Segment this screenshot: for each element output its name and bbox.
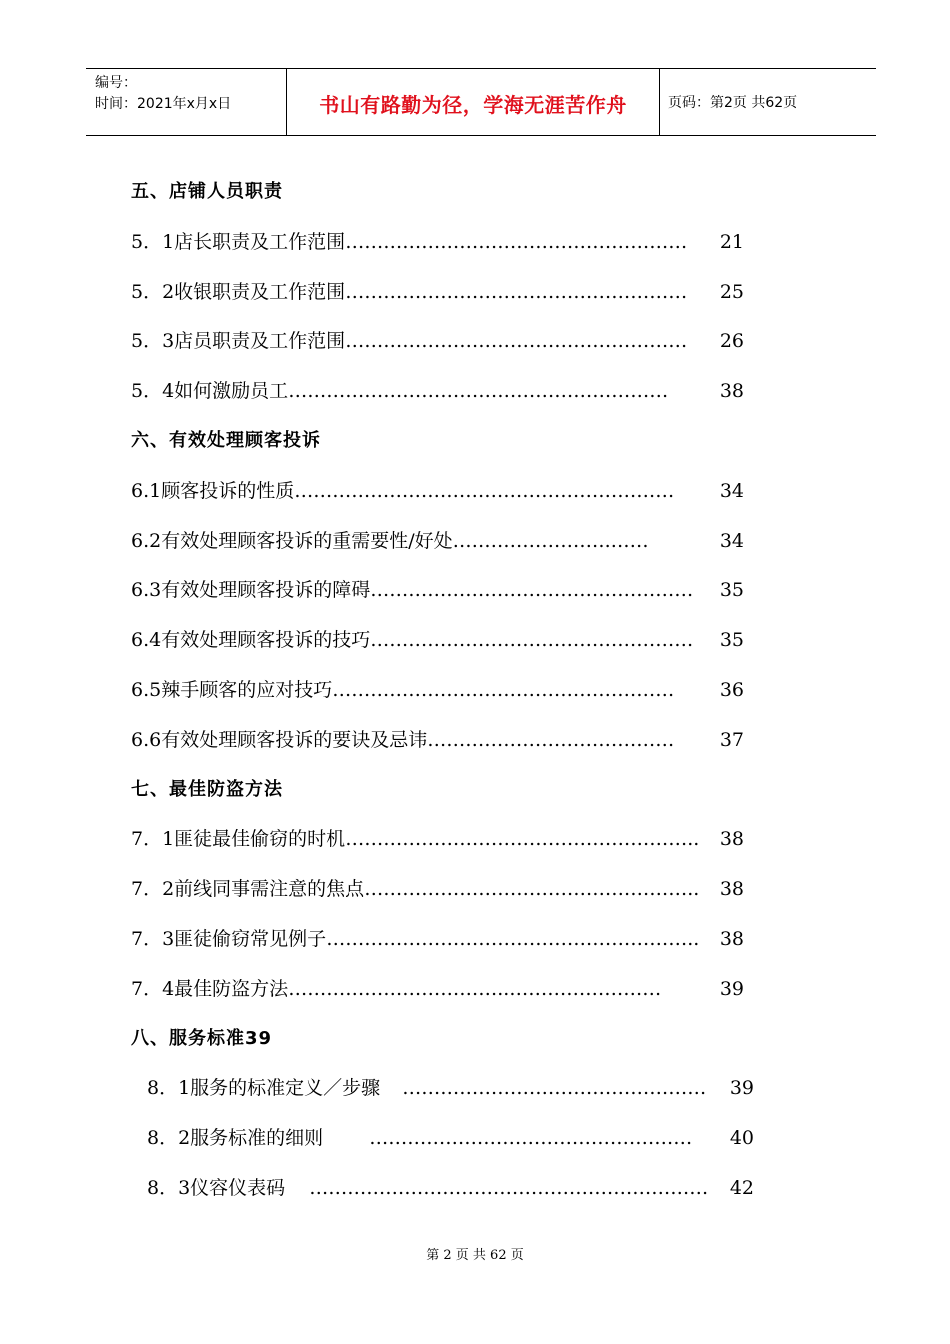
toc-entry-title: 8．1服务的标准定义／步骤 [147, 1077, 381, 1099]
toc-entry-page-number: 37 [719, 729, 744, 751]
toc-entry-leader-dots: ……………………………………………….. [345, 828, 700, 850]
toc-heading-text: 八、服务标准39 [131, 1028, 273, 1049]
toc-entry-leader-dots: …………………………………………………… [294, 480, 675, 502]
toc-entry [131, 675, 744, 705]
toc-entry [131, 326, 744, 356]
header-motto: 书山有路勤为径，学海无涯苦作舟 [319, 93, 627, 117]
toc-entry-title: 5．1店长职责及工作范围 [131, 231, 346, 253]
toc-heading-text: 六、有效处理顾客投诉 [131, 430, 321, 451]
toc-entry [147, 1123, 754, 1153]
toc-heading [131, 775, 283, 805]
toc-entry [131, 924, 744, 954]
toc-entry-leader-dots: …………………………………………….. [364, 878, 700, 900]
toc-entry [131, 526, 744, 556]
header-info-cell [86, 69, 287, 135]
toc-entry-leader-dots: ……………………………………………………… [309, 1177, 709, 1199]
toc-entry-leader-dots: ………………………………… [427, 729, 675, 751]
toc-entry-leader-dots: …………………………………………………… [288, 380, 669, 402]
toc-entry-title: 6.1顾客投诉的性质 [131, 480, 295, 502]
toc-entry [131, 625, 744, 655]
toc-entry-page-number: 38 [719, 928, 744, 950]
page-footer [0, 1244, 950, 1263]
page-header [86, 68, 876, 136]
toc-entry-page-number: 38 [719, 878, 744, 900]
toc-entry-page-number: 39 [729, 1077, 754, 1099]
toc-entry-title: 6.5辣手顾客的应对技巧 [131, 679, 333, 701]
header-page-cell [660, 69, 876, 135]
toc-entry-title: 8．2服务标准的细则 [147, 1127, 324, 1149]
toc-heading-text: 七、最佳防盗方法 [131, 779, 283, 800]
toc-entry-page-number: 40 [729, 1127, 754, 1149]
toc-entry-title: 7．3匪徒偷窃常见例子 [131, 928, 327, 950]
toc-entry-leader-dots: ……………………………………………… [345, 330, 688, 352]
toc-entry-page-number: 38 [719, 380, 744, 402]
toc-entry-title: 6.6有效处理顾客投诉的要诀及忌讳 [131, 729, 428, 751]
toc-entry-leader-dots: …………………………………………… [370, 579, 694, 601]
toc-entry-title: 5．3店员职责及工作范围 [131, 330, 346, 352]
toc-entry-leader-dots: …………………………………………… [370, 629, 694, 651]
header-number-label: 编号： [95, 75, 137, 91]
toc-entry [147, 1073, 754, 1103]
toc-entry-page-number: 39 [719, 978, 744, 1000]
toc-entry-leader-dots: ………………………………………………….. [326, 928, 700, 950]
toc-entry-leader-dots: …………………………………………… [369, 1127, 693, 1149]
toc-entry-page-number: 35 [719, 579, 744, 601]
header-page-label: 页码：第2页 共62页 [668, 95, 798, 111]
toc-entry-leader-dots: ……………………………………………… [332, 679, 675, 701]
toc-entry-title: 7．4最佳防盗方法 [131, 978, 289, 1000]
toc-entry-page-number: 26 [719, 330, 744, 352]
toc-entry [131, 476, 744, 506]
toc-entry-page-number: 35 [719, 629, 744, 651]
toc-entry [131, 575, 744, 605]
header-motto-cell [287, 69, 660, 135]
toc-entry [147, 1173, 754, 1203]
toc-entry [131, 874, 744, 904]
toc-entry-leader-dots: ………………………………………… [402, 1077, 707, 1099]
toc-entry-page-number: 36 [719, 679, 744, 701]
toc-entry-page-number: 34 [719, 480, 744, 502]
toc-entry-page-number: 21 [719, 231, 744, 253]
toc-entry [131, 376, 744, 406]
toc-entry-leader-dots: ……………………………..…………………… [288, 978, 662, 1000]
toc-entry-title: 6.4有效处理顾客投诉的技巧 [131, 629, 371, 651]
toc-entry-title: 5．4如何激励员工 [131, 380, 289, 402]
toc-heading [131, 1024, 272, 1054]
toc-entry-leader-dots: ……………………………………………… [345, 281, 688, 303]
toc-entry [131, 227, 744, 257]
toc-entry-leader-dots: …………………….…… [452, 530, 649, 552]
toc-entry-title: 6.3有效处理顾客投诉的障碍 [131, 579, 371, 601]
toc-entry-page-number: 34 [719, 530, 744, 552]
toc-entry-title: 7．2前线同事需注意的焦点 [131, 878, 365, 900]
toc-entry [131, 277, 744, 307]
toc-entry-title: 6.2有效处理顾客投诉的重需要性/好处 [131, 530, 453, 552]
header-time-label: 时间：2021年x月x日 [95, 96, 232, 112]
toc-heading [131, 177, 283, 207]
footer-page-number: 第 2 页 共 62 页 [426, 1248, 524, 1263]
toc-entry-title: 7．1匪徒最佳偷窃的时机 [131, 828, 346, 850]
toc-entry-title: 8．3仪容仪表码 [147, 1177, 286, 1199]
toc-heading-text: 五、店铺人员职责 [131, 181, 283, 202]
toc-entry [131, 725, 744, 755]
toc-entry-page-number: 38 [719, 828, 744, 850]
toc-entry-page-number: 25 [719, 281, 744, 303]
toc-entry-title: 5．2收银职责及工作范围 [131, 281, 346, 303]
toc-entry-page-number: 42 [729, 1177, 754, 1199]
toc-heading [131, 426, 321, 456]
toc-entry-leader-dots: ……………………………………………… [345, 231, 688, 253]
toc-entry [131, 974, 744, 1004]
toc-entry [131, 824, 744, 854]
